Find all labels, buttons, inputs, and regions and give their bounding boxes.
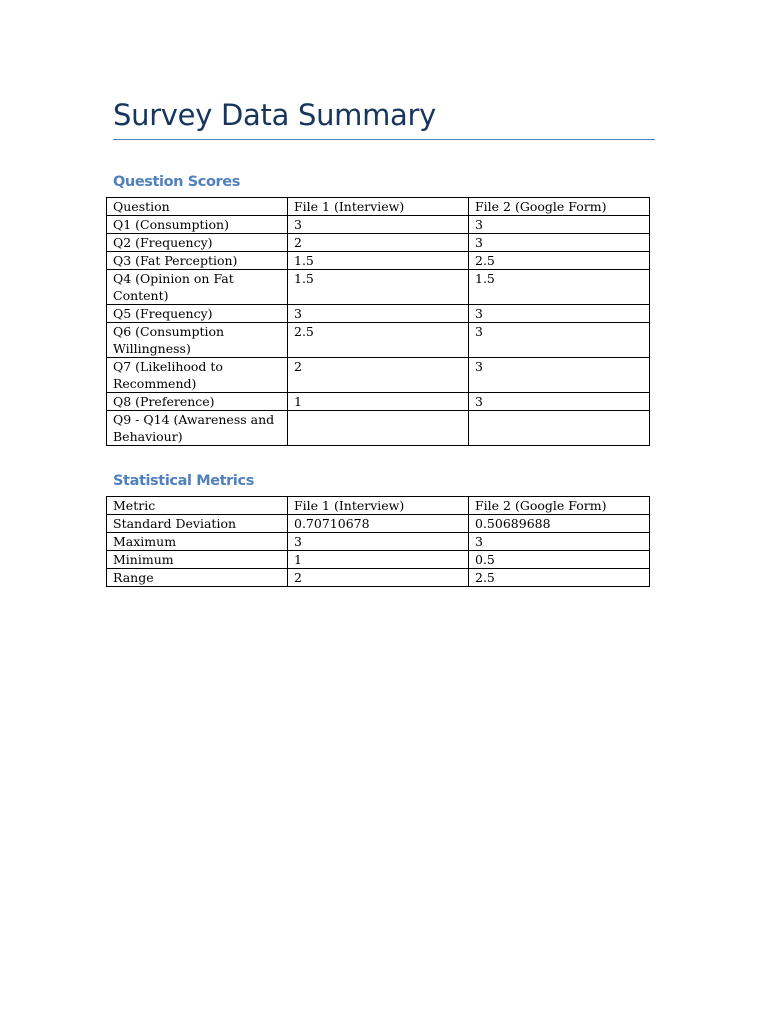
question-cell: Q9 - Q14 (Awareness and Behaviour) <box>107 411 288 446</box>
file2-metric-cell: 0.5 <box>469 551 650 569</box>
title-underline <box>113 139 655 140</box>
table-row <box>107 216 650 234</box>
file2-score-cell: 3 <box>469 358 650 393</box>
file1-score-cell: 1.5 <box>288 270 469 305</box>
table-row <box>107 411 650 446</box>
file2-metric-cell: 2.5 <box>469 569 650 587</box>
file2-score-cell <box>469 411 650 446</box>
table-header-row <box>107 198 650 216</box>
header-cell: Metric <box>107 497 288 515</box>
table-row <box>107 533 650 551</box>
question-cell: Q1 (Consumption) <box>107 216 288 234</box>
header-cell: File 1 (Interview) <box>288 497 469 515</box>
question-cell: Q7 (Likelihood to Recommend) <box>107 358 288 393</box>
file2-score-cell: 2.5 <box>469 252 650 270</box>
file2-score-cell: 1.5 <box>469 270 650 305</box>
page-title: Survey Data Summary <box>113 98 436 132</box>
table-header-row <box>107 497 650 515</box>
table-row <box>107 234 650 252</box>
table-row <box>107 323 650 358</box>
table-row <box>107 551 650 569</box>
file1-metric-cell: 1 <box>288 551 469 569</box>
table-row <box>107 515 650 533</box>
header-cell: File 2 (Google Form) <box>469 497 650 515</box>
question-cell: Q6 (Consumption Willingness) <box>107 323 288 358</box>
metric-cell: Range <box>107 569 288 587</box>
file1-score-cell: 1.5 <box>288 252 469 270</box>
question-cell: Q8 (Preference) <box>107 393 288 411</box>
metric-cell: Maximum <box>107 533 288 551</box>
table-row <box>107 569 650 587</box>
question-scores-heading: Question Scores <box>113 174 240 190</box>
table-row <box>107 305 650 323</box>
question-cell: Q2 (Frequency) <box>107 234 288 252</box>
file1-score-cell: 2 <box>288 358 469 393</box>
table-row <box>107 358 650 393</box>
header-cell: File 1 (Interview) <box>288 198 469 216</box>
file1-score-cell: 2.5 <box>288 323 469 358</box>
file1-score-cell: 1 <box>288 393 469 411</box>
file2-score-cell: 3 <box>469 393 650 411</box>
file1-score-cell <box>288 411 469 446</box>
file1-metric-cell: 2 <box>288 569 469 587</box>
table-row <box>107 252 650 270</box>
file1-metric-cell: 3 <box>288 533 469 551</box>
metric-cell: Standard Deviation <box>107 515 288 533</box>
table-row <box>107 270 650 305</box>
file2-score-cell: 3 <box>469 323 650 358</box>
file2-metric-cell: 0.50689688 <box>469 515 650 533</box>
file1-metric-cell: 0.70710678 <box>288 515 469 533</box>
header-cell: File 2 (Google Form) <box>469 198 650 216</box>
file1-score-cell: 3 <box>288 216 469 234</box>
file1-score-cell: 2 <box>288 234 469 252</box>
statistical-metrics-table <box>106 496 650 587</box>
question-cell: Q4 (Opinion on Fat Content) <box>107 270 288 305</box>
file2-score-cell: 3 <box>469 234 650 252</box>
file2-score-cell: 3 <box>469 216 650 234</box>
statistical-metrics-heading: Statistical Metrics <box>113 473 254 489</box>
question-cell: Q5 (Frequency) <box>107 305 288 323</box>
file2-score-cell: 3 <box>469 305 650 323</box>
file2-metric-cell: 3 <box>469 533 650 551</box>
header-cell: Question <box>107 198 288 216</box>
question-cell: Q3 (Fat Perception) <box>107 252 288 270</box>
file1-score-cell: 3 <box>288 305 469 323</box>
question-scores-table <box>106 197 650 446</box>
metric-cell: Minimum <box>107 551 288 569</box>
table-row <box>107 393 650 411</box>
